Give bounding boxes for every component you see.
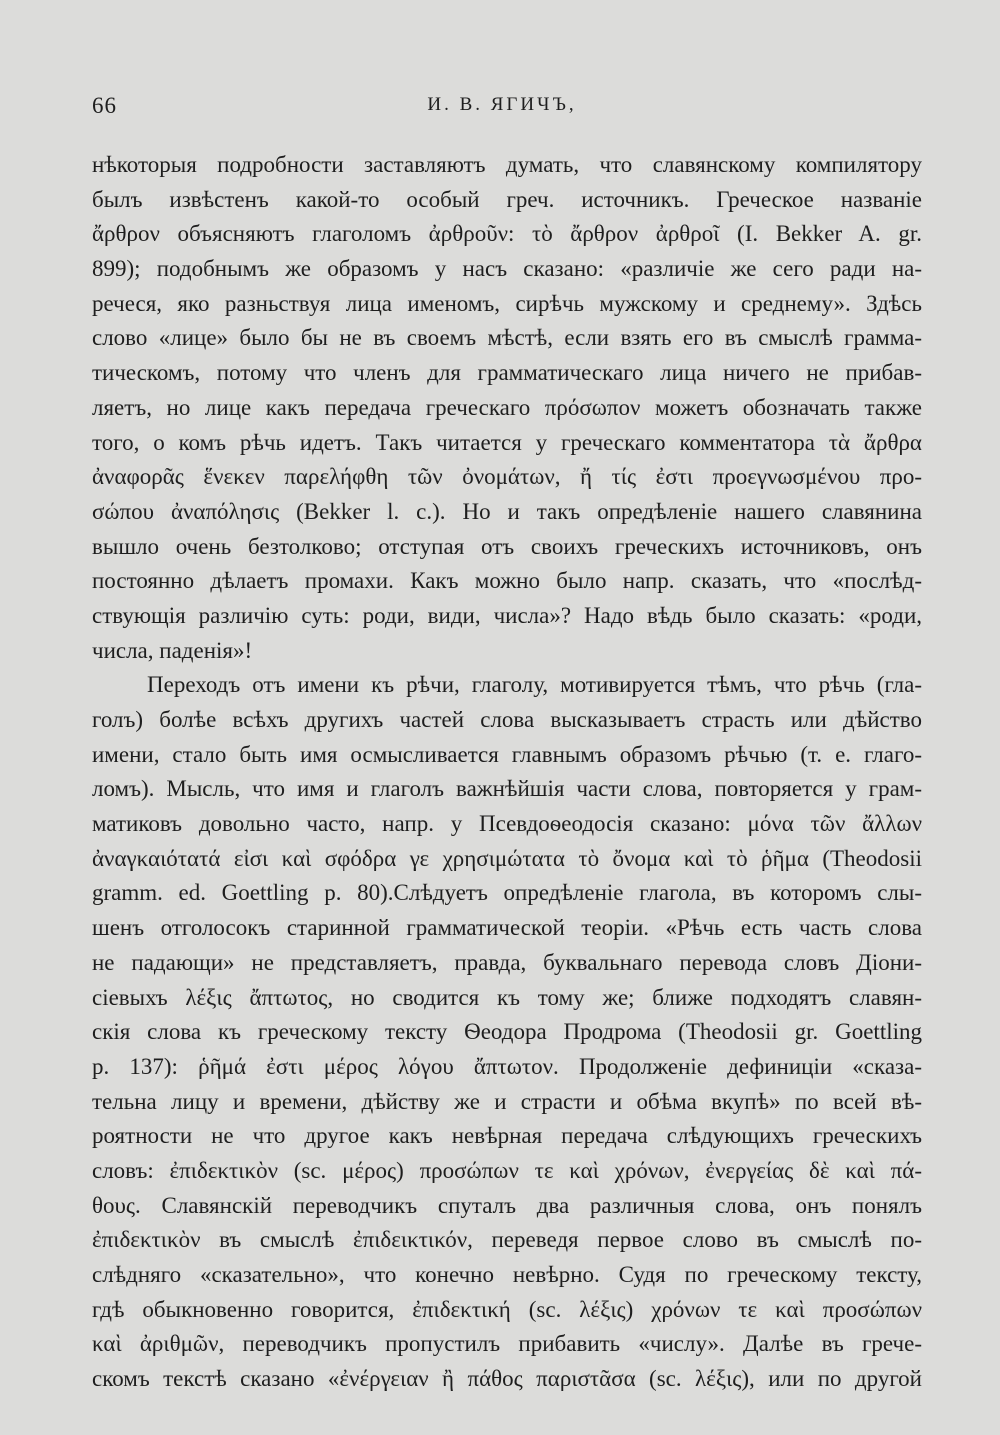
text-line: тическомъ, потому что членъ для грамматическаго лица ничего не прибав- <box>92 360 922 386</box>
text-line: ἐπιδεκτικὸν въ смыслѣ ἐπιδεικτικόν, переведя первое слово въ смыслѣ по- <box>92 1227 922 1253</box>
text-line: ἄρθρον объясняютъ глаголомъ ἀρθροῦν: τὸ ἄρθρον ἀρθροῖ (I. Bekker A. gr. <box>92 221 922 247</box>
text-line: сіевыхъ λέξις ἄπτωτος, но сводится къ тому же; ближе подходятъ славян- <box>92 984 922 1010</box>
text-line: не падающи» не представляетъ, правда, буквальнаго перевода словъ Діони- <box>92 949 922 975</box>
body-text <box>92 148 922 1397</box>
text-line: ломъ). Мысль, что имя и глаголъ важнѣйшія части слова, повторяется у грам- <box>92 776 922 802</box>
text-line: словъ: ἐπιδεκτικὸν (sc. μέρος) προσώπων τε καὶ χρόνων, ἐνεργείας δὲ καὶ πά- <box>92 1157 922 1183</box>
text-line: былъ извѣстенъ какой-то особый греч. источникъ. Греческое названіе <box>92 186 922 212</box>
text-line: тельна лицу и времени, дѣйству же и страсти и обѣма вкупѣ» по всей вѣ- <box>92 1088 922 1114</box>
page-header <box>92 93 912 123</box>
text-line: καὶ ἀριθμῶν, переводчикъ пропустилъ прибавить «числу». Далѣе въ грече- <box>92 1331 922 1357</box>
paragraph-first-line: Переходъ отъ имени къ рѣчи, глаголу, мотивируется тѣмъ, что рѣчь (гла- <box>147 672 922 698</box>
text-line: слѣдняго «сказательно», что конечно невѣрно. Судя по греческому тексту, <box>92 1262 922 1287</box>
text-line: голъ) болѣе всѣхъ другихъ частей слова высказываетъ страсть или дѣйство <box>92 707 922 732</box>
running-head: И. В. ЯГИЧЪ, <box>427 94 577 115</box>
text-line: числа, паденія»! <box>92 637 253 663</box>
text-line: роятности не что другое какъ невѣрная передача слѣдующихъ греческихъ <box>92 1123 922 1149</box>
text-line: матиковъ довольно часто, напр. у Псевдоѳеодосія сказано: μόνα τῶν ἄλλων <box>92 811 922 837</box>
text-line: скомъ текстѣ сказано «ἐνέργειαν ἢ πάθος παριστᾶσα (sc. λέξις), или по другой <box>92 1366 922 1392</box>
text-line: того, о комъ рѣчь идетъ. Такъ читается у греческаго комментатора τὰ ἄρθρα <box>92 429 922 455</box>
text-line: имени, стало быть имя осмысливается главнымъ образомъ рѣчью (т. е. глаго- <box>92 741 922 767</box>
text-line: речеся, яко разньствуя лица именомъ, сирѣчь мужскому и среднему». Здѣсь <box>92 290 922 316</box>
text-line: 899); подобнымъ же образомъ у насъ сказано: «различіе же сего ради на- <box>92 256 922 282</box>
text-line: нѣкоторыя подробности заставляютъ думать, что славянскому компилятору <box>92 152 922 177</box>
text-line: p. 137): ῥῆμά ἐστι μέρος λόγου ἄπτωτον. Продолженіе дефиниціи «сказа- <box>92 1053 922 1079</box>
text-line: ἀναφορᾶς ἕνεκεν παρελήφθη τῶν ὀνομάτων, ἤ τίς ἐστι προεγνωσμένου προ- <box>92 464 922 490</box>
text-line: gramm. ed. Goettling p. 80).Слѣдуетъ опредѣленіе глагола, въ которомъ слы- <box>92 880 922 906</box>
text-line: шенъ отголосокъ старинной грамматической теоріи. «Рѣчь есть часть слова <box>92 915 922 941</box>
text-line: ляетъ, но лице какъ передача греческаго πρόσωπον можетъ обозначать также <box>92 394 922 420</box>
text-line: вышло очень безтолково; отступая отъ своихъ греческихъ источниковъ, онъ <box>92 533 922 559</box>
text-line: ἀναγκαιότατά εἰσι καὶ σφόδρα γε χρησιμώτατα τὸ ὄνομα καὶ τὸ ῥῆμα (Theodosii <box>92 845 922 871</box>
page-number: 66 <box>92 93 117 118</box>
text-line: гдѣ обыкновенно говорится, ἐπιδεκτική (sc. λέξις) χρόνων τε καὶ προσώπων <box>92 1296 922 1322</box>
text-line: слово «лице» было бы не въ своемъ мѣстѣ, если взять его въ смыслѣ грамма- <box>92 325 922 351</box>
text-line: постоянно дѣлаетъ промахи. Какъ можно было напр. сказать, что «послѣд- <box>92 568 922 594</box>
text-line: θους. Славянскій переводчикъ спуталъ два различныя слова, онъ понялъ <box>92 1192 922 1218</box>
text-line: σώπου ἀναπόλησις (Bekker l. c.). Но и такъ опредѣленіе нашего славянина <box>92 498 922 524</box>
text-line: ствующія различію суть: роди, види, числа»? Надо вѣдь было сказать: «роди, <box>92 602 922 628</box>
text-line: скія слова къ греческому тексту Ѳеодора Продрома (Theodosii gr. Goettling <box>92 1019 922 1045</box>
